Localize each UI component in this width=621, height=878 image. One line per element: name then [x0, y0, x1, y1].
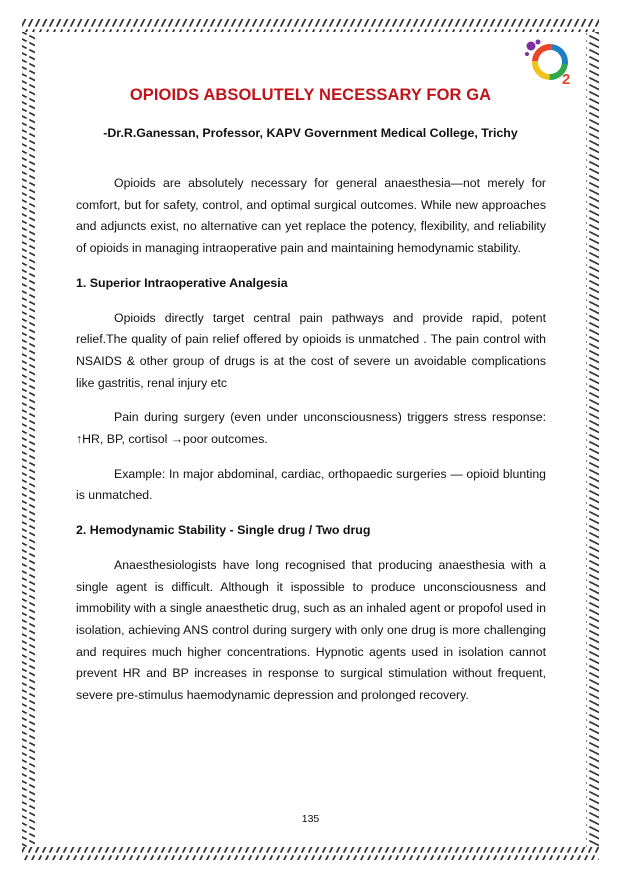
- article-body: [76, 173, 546, 720]
- o2-logo-icon: [522, 38, 578, 88]
- section-2-heading: 2. Hemodynamic Stability - Single drug / Two drug: [76, 523, 371, 538]
- author-line: -Dr.R.Ganessan, Professor, KAPV Government Medical College, Trichy: [103, 126, 518, 140]
- logo-subscript: 2: [562, 71, 571, 88]
- section-1-paragraph-3: Example: In major abdominal, cardiac, orthopaedic surgeries — opioid blunting is unmatched.: [76, 466, 546, 503]
- page-title: OPIOIDS ABSOLUTELY NECESSARY FOR GA: [129, 86, 492, 104]
- section-1-paragraph-1: Opioids directly target central pain pathways and provide rapid, potent relief.The quality of pain relief offered by opioids is unmatched . The pain control with NSAIDS & other group of drugs is at the cost of severe un avoidable complications like gastritis, renal injury etc: [76, 310, 546, 390]
- section-1-paragraph-2: Pain during surgery (even under unconsciousness) triggers stress response: ↑HR, BP, cortisol →poor outcomes.: [76, 410, 546, 447]
- section-1-heading: 1. Superior Intraoperative Analgesia: [76, 275, 288, 290]
- section-2-paragraph-1: Anaesthesiologists have long recognised that producing anaesthesia with a single agent is difficult. Although it ispossible to produce unconsciousness and immobility with a single anaesthetic drug, such as an inhaled agent or propofol used in isolation, achieving ANS control during surgery with only one drug is more challenging and requires much higher concentrations. Hypnotic agents used in isolation cannot prevent HR and BP increases in response to surgical stimulation without frequent, severe pre-stimulus haemodynamic depression and prolonged recovery.: [76, 557, 546, 703]
- intro-paragraph: Opioids are absolutely necessary for general anaesthesia—not merely for comfort, but for safety, control, and optimal surgical outcomes. While new approaches and adjuncts exist, no alternative can yet replace the potency, flexibility, and reliability of opioids in managing intraoperative pain and maintaining hemodynamic stability.: [76, 176, 546, 256]
- page-number: 135: [301, 813, 320, 825]
